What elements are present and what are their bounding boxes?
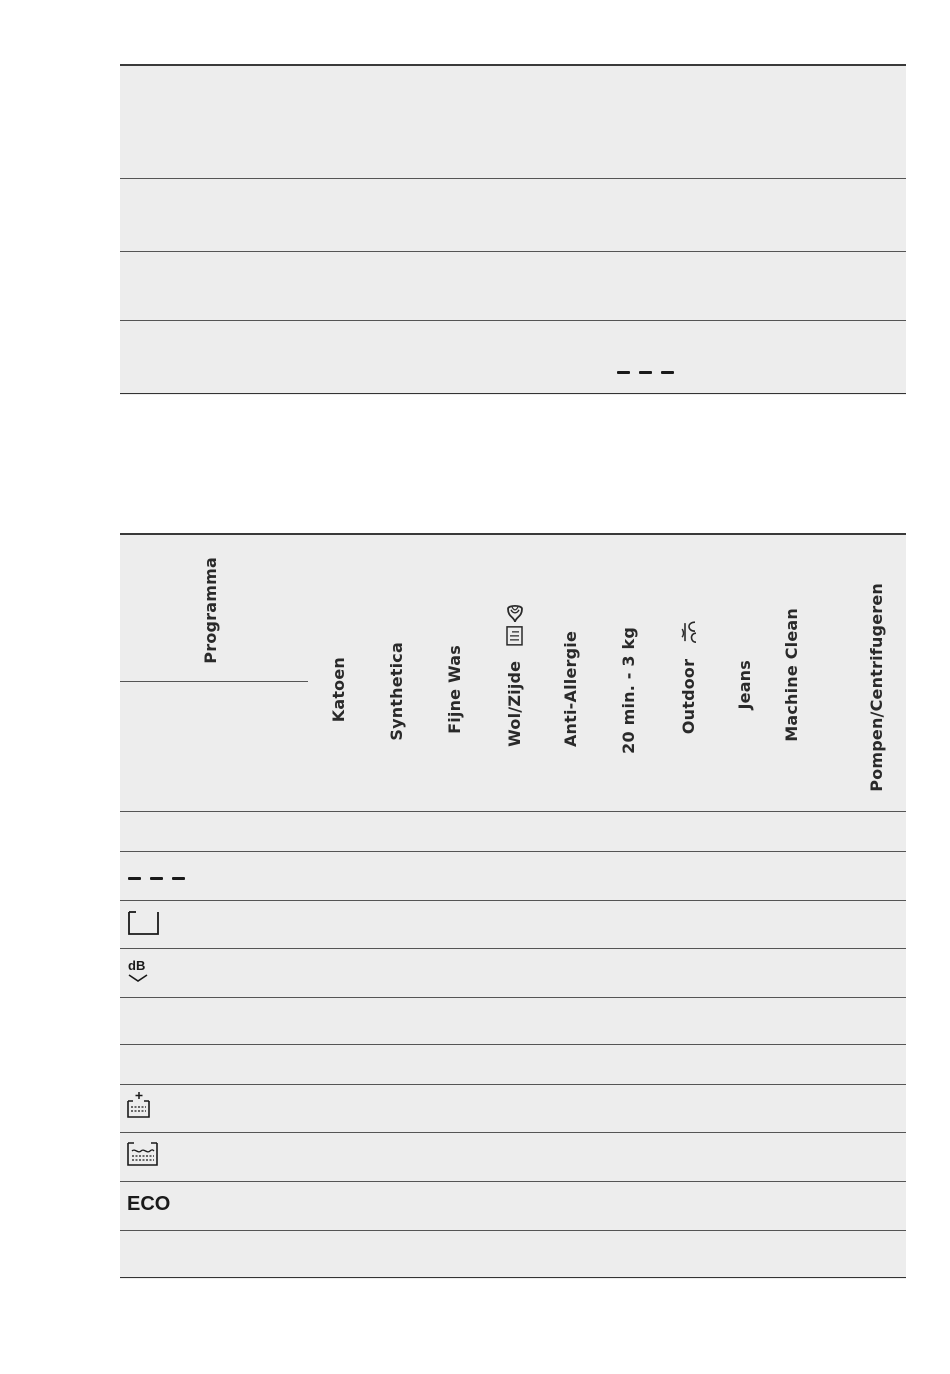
outdoor-icon (679, 619, 699, 645)
row-divider (120, 1181, 906, 1182)
rinse-icon (126, 1140, 160, 1168)
row-divider (120, 393, 906, 394)
row-divider (120, 1044, 906, 1045)
program-header-anti-allergie: Anti-Allergie (561, 631, 580, 748)
program-header-wol-zijde-label: Wol/Zijde (505, 660, 524, 747)
corner-divider (120, 681, 308, 682)
row-divider (120, 1277, 906, 1278)
program-options-table (120, 533, 906, 1279)
row-divider (120, 320, 906, 321)
top-table (120, 64, 906, 395)
row-divider (120, 178, 906, 179)
program-header-outdoor (679, 619, 699, 734)
dash-icon (128, 877, 185, 880)
row-divider (120, 900, 906, 901)
row-divider (120, 251, 906, 252)
header-bottom-divider (120, 811, 906, 812)
row-divider (120, 1084, 906, 1085)
program-header-synthetica: Synthetica (387, 642, 406, 741)
wool-silk-icon (505, 603, 525, 647)
program-header-machine-clean: Machine Clean (782, 608, 801, 742)
program-header-fijne-was: Fijne Was (445, 645, 464, 734)
extra-water-icon (126, 1090, 152, 1120)
program-header-jeans: Jeans (735, 660, 754, 710)
noise-reduction-icon (127, 957, 153, 985)
eco-label: ECO (127, 1193, 171, 1215)
dash-icon (617, 371, 674, 374)
svg-text:dB: dB (128, 958, 146, 973)
drum-icon (127, 909, 161, 937)
program-header-wol-zijde (505, 603, 525, 747)
row-divider (120, 1230, 906, 1231)
program-header-katoen: Katoen (329, 657, 348, 723)
row-divider (120, 997, 906, 998)
program-header-outdoor-label: Outdoor (679, 658, 698, 735)
row-divider (120, 948, 906, 949)
corner-label: Programma (201, 557, 220, 664)
row-divider (120, 851, 906, 852)
program-header-20-min-3-kg: 20 min. - 3 kg (619, 627, 638, 754)
program-header-pompen-centrifugeren: Pompen/Centrifugeren (867, 583, 886, 792)
row-divider (120, 1132, 906, 1133)
